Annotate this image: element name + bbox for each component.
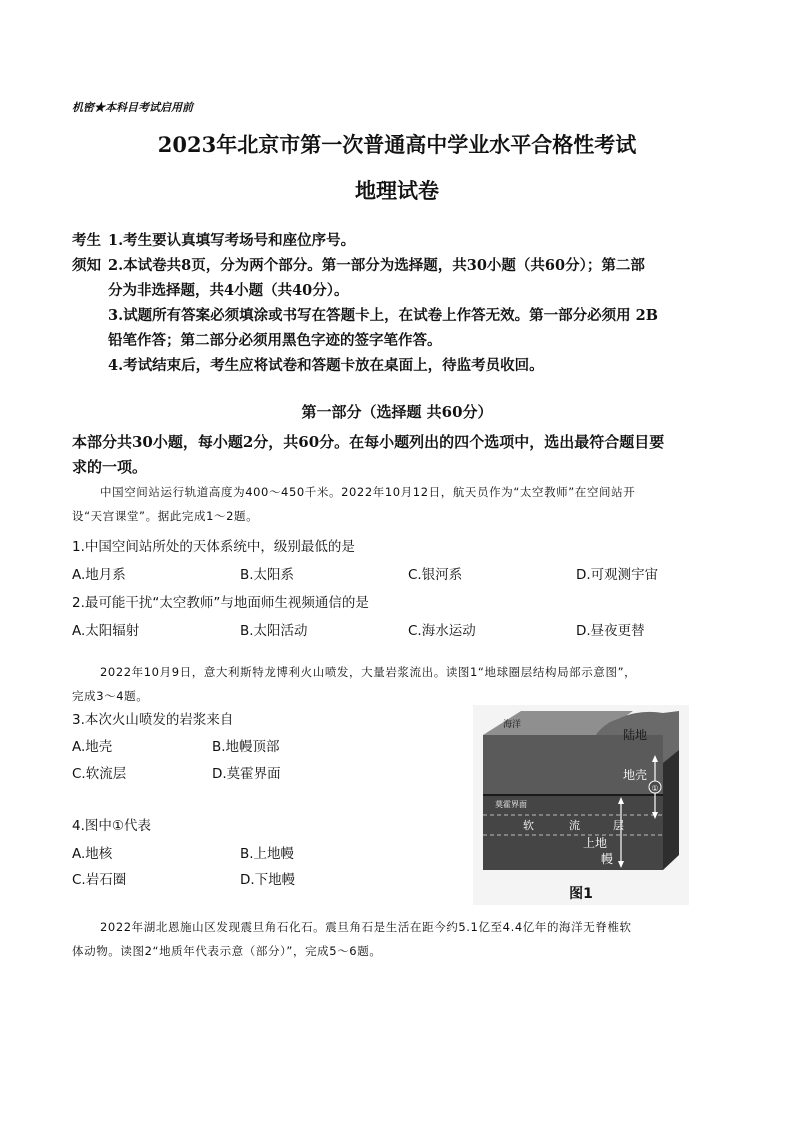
notice-item: 1.考生要认真填写考场号和座位序号。 (108, 232, 356, 249)
option-d[interactable]: D.下地幔 (240, 872, 296, 888)
option-d[interactable]: D.可观测宇宙 (576, 567, 659, 583)
option-a[interactable]: A.地壳 (72, 739, 113, 755)
option-b[interactable]: B.地幔顶部 (212, 739, 280, 755)
earth-layers-diagram (473, 705, 689, 905)
material-fossil (72, 915, 722, 963)
question-3-stem: 3.本次火山喷发的岩浆来自 (72, 712, 234, 728)
label-land: 陆地 (623, 728, 648, 742)
material-line: 2022年10月9日，意大利斯特龙博利火山喷发，大量岩浆流出。读图1“地球圈层结构局部示意图”， (100, 665, 637, 679)
figure-1-earth-layers (473, 705, 689, 905)
option-a[interactable]: A.地核 (72, 846, 113, 862)
material-line: 体动物。读图2“地质年代表示意（部分）”，完成5～6题。 (72, 944, 382, 958)
option-b[interactable]: B.太阳系 (240, 567, 295, 583)
confidential-mark: 机密★本科目考试启用前 (72, 101, 193, 114)
label-ocean: 海洋 (503, 720, 522, 730)
notice-item: 2.本试卷共8页，分为两个部分。第一部分为选择题，共30小题（共60分）；第二部 (108, 257, 645, 274)
option-d[interactable]: D.昼夜更替 (576, 623, 645, 639)
question-1-stem: 1.中国空间站所处的天体系统中，级别最低的是 (72, 539, 355, 555)
figure-1-caption: 图1 (569, 886, 593, 902)
exam-title: 2023年北京市第一次普通高中学业水平合格性考试 (157, 132, 637, 157)
label-upper-mantle-2: 幔 (601, 852, 614, 866)
material-line: 中国空间站运行轨道高度为400～450千米。2022年10月12日，航天员作为“太空教师”在空间站开 (100, 485, 636, 499)
candidate-notice (72, 228, 722, 378)
notice-item: 4.考试结束后，考生应将试卷和答题卡放在桌面上，待监考员收回。 (108, 357, 544, 374)
option-b[interactable]: B.上地幔 (240, 846, 295, 862)
exam-subject-title: 地理试卷 (355, 178, 439, 203)
question-4-stem: 4.图中①代表 (72, 818, 151, 834)
question-2-stem: 2.最可能干扰“太空教师”与地面师生视频通信的是 (72, 595, 369, 611)
material-line: 2022年湖北恩施山区发现震旦角石化石。震旦角石是生活在距今约5.1亿至4.4亿年的海洋无脊椎软 (100, 920, 632, 934)
option-c[interactable]: C.银河系 (408, 567, 463, 583)
section-intro-line: 求的一项。 (72, 458, 148, 476)
material-line: 设“天宫课堂”。据此完成1～2题。 (72, 509, 259, 523)
material-space-station (72, 480, 722, 528)
material-volcano (72, 660, 722, 708)
label-soft: 软 (523, 819, 534, 832)
section-intro-line: 本部分共30小题，每小题2分，共60分。在每小题列出的四个选项中，选出最符合题目要 (72, 433, 665, 451)
option-c[interactable]: C.软流层 (72, 766, 127, 782)
label-layer: 层 (613, 819, 624, 832)
notice-item: 铅笔作答；第二部分必须用黑色字迹的签字笔作答。 (108, 332, 442, 349)
label-marker-1: ① (651, 784, 659, 793)
option-b[interactable]: B.太阳活动 (240, 623, 308, 639)
option-c[interactable]: C.海水运动 (408, 623, 476, 639)
notice-item: 分为非选择题，共4小题（共40分）。 (108, 282, 349, 299)
notice-item: 3.试题所有答案必须填涂或书写在答题卡上，在试卷上作答无效。第一部分必须用 2B (108, 307, 659, 324)
material-line: 完成3～4题。 (72, 689, 149, 703)
label-upper-mantle-1: 上地 (583, 836, 608, 850)
section-intro (72, 430, 722, 480)
label-flow: 流 (569, 819, 580, 832)
crust-layer (483, 735, 663, 795)
notice-label-bottom: 须知 (72, 257, 101, 274)
label-moho: 莫霍界面 (495, 800, 527, 809)
section-title: 第一部分（选择题 共60分） (301, 403, 493, 421)
option-c[interactable]: C.岩石圈 (72, 872, 127, 888)
option-a[interactable]: A.太阳辐射 (72, 623, 140, 639)
option-d[interactable]: D.莫霍界面 (212, 766, 281, 782)
option-a[interactable]: A.地月系 (72, 567, 126, 583)
notice-label-top: 考生 (72, 232, 101, 249)
label-crust: 地壳 (623, 768, 648, 782)
